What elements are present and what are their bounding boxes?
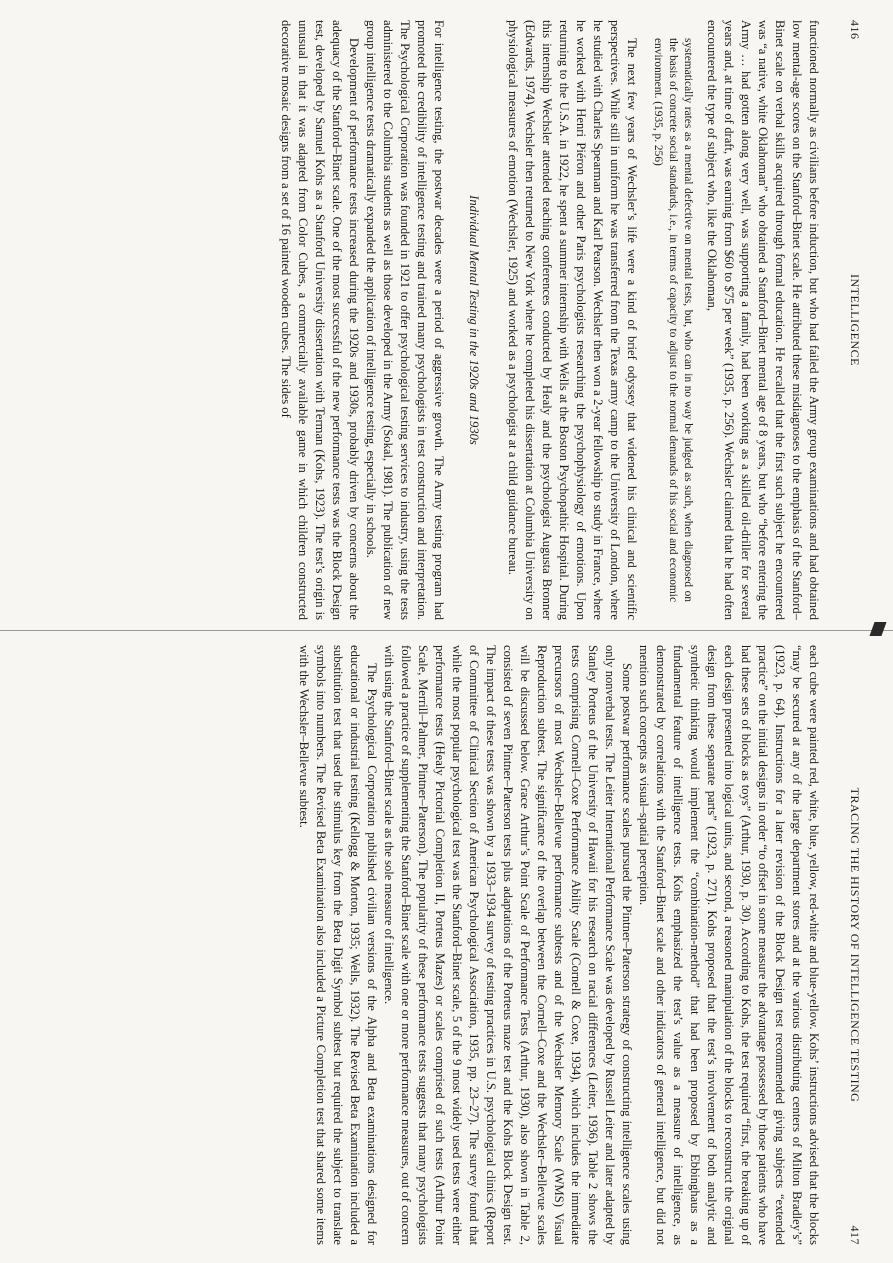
running-head: INTELLIGENCE: [848, 274, 862, 366]
page-417: [2, 645, 862, 1245]
page-body: [277, 20, 822, 620]
page-body: [295, 645, 822, 1245]
paragraph: Some postwar performance scales pursued the Pintner–Paterson strategy of constructing intelligence scales using only nonverbal tests. The Leiter International Performance Scale was developed by Russell Leiter and later adapted by Stanley Porteus of the University of Hawaii for his research on racial differences (Leiter, 1936). Table 2 shows the tests comprising Cornell–Coxe Performance Ability Scale (Cornell & Coxe, 1934), which includes the immediate precursors of most Wechsler–Bellevue performance subtests and of the Wechsler Memory Scale (WMS) Visual Reproduction subtest. The significance of the overlap between the Cornell–Coxe and the Wechsler–Bellevue scales will be discussed below. Grace Arthur’s Point Scale of Performance Tests (Arthur, 1930), also shown in Table 2, consisted of seven Pintner–Paterson tests plus adaptations of the Porteus maze test and the Kohs Block Design test. The impact of these tests was shown by a 1933–1934 survey of testing practices in U.S. psychological clinics (Report of Committee of Clinical Section of American Psychological Association, 1935, pp. 23–27). The survey found that while the most popular psychological test was the Stanford–Binet scale, 5 of the 9 most widely used tests were either performance tests (Healy Pictorial Completion II, Porteus Mazes) or scales comprised of such tests (Arthur Point Scale, Merrill–Palmer, Pintner–Paterson). The popularity of these performance tests suggests that many psychologists followed a practice of supplementing the Stanford–Binet scale with one or more performance measures, out of concern with using the Stanford–Binet scale as the sole measure of intelligence.: [382, 645, 634, 1245]
paragraph: For intelligence testing, the postwar decades were a period of aggressive growth. The Army testing program had promoted the credibility of intelligence testing and trained many psychologists in test construction and interpretation. The Psychological Corporation was founded in 1921 to offer psychological testing services to industry, using the tests administered to the Columbia students as well as those developed in the Army (Sokal, 1981). The publication of new group intelligence tests dramatically expanded the application of intelligence testing, especially in schools.: [364, 20, 446, 620]
page-header: [840, 20, 862, 620]
paragraph: each cube were painted red, white, blue, yellow, red-white and blue-yellow. Kohs’ instructions advised that the blocks “may be secured at any of the large department stores and at the various distributing centers of Milton Bradley’s” (1923, p. 64). Instructions for a later revision of the Block Design test recommended giving subjects “extended practice” on the initial designs in order “to offset in some measure the advantage possessed by those patients who have had these sets of blocks as toys” (Arthur, 1930, p. 30). According to Kohs, the test required “first, the breaking up of each design presented into logical units, and second, a reasoned manipulation of the blocks to reconstruct the original design from these separate parts” (1923, p. 271). Kohs proposed that the test’s involvement of both analytic and synthetic thinking would implement the “combination-method” that had been proposed by Ebbinghaus as a fundamental feature of intelligence tests. Kohs emphasized the test’s value as a measure of intelligence, as demonstrated by correlations with the Stanford–Binet scale and other indicators of general intelligence, but did not mention such concepts as visual–spatial perception.: [637, 645, 821, 1245]
paragraph: The next few years of Wechsler’s life were a kind of brief odyssey that widened his clinical and scientific perspectives. While still in uniform he was transferred from the Texas army camp to the University of London, where he studied with Charles Spearman and Karl Pearson. Wechsler then won a 2-year fellowship to study in France, where he worked with Henri Piéron and other Paris psychologists researching the psychophysiology of emotions. Upon returning to the U.S.A. in 1922, he spent a summer internship with Wells at the Boston Psychopathic Hospital. During this internship Wechsler attended teaching conferences conducted by Healy and the psychologist Augusta Bronner (Edwards, 1974). Wechsler then returned to New York where he completed his dissertation at Columbia University on physiological measures of emotion (Wechsler, 1925) and worked as a psychologist at a child guidance bureau.: [506, 20, 639, 620]
section-heading: Individual Mental Testing in the 1920s and 1930s: [467, 195, 481, 445]
page-number: 417: [848, 1225, 862, 1245]
page-number: 416: [848, 20, 862, 40]
page-fold-line: [0, 630, 893, 631]
page-416: [2, 20, 862, 620]
running-head: TRACING THE HISTORY OF INTELLIGENCE TESTING: [848, 787, 862, 1103]
paragraph: functioned normally as civilians before induction, but who had failed the Army group examinations and had obtained low mental-age scores on the Stanford–Binet scale. He attributed these misdiagnoses to the emphasis of the Stanford–Binet scale on verbal skills acquired through formal education. He recalled that the first such subject he encountered was “a native, white Oklahoman” who obtained a Stanford–Binet mental age of 8 years, but who “before entering the Army … had gotten along very well, was supporting a family, had been working as a skilled oil-driller for several years and, at time of draft, was earning from $60 to $75 per week” (1935, p. 256). Wechsler claimed that he had often encountered the type of subject who, like the Oklahoman,: [705, 20, 821, 620]
paragraph: Development of performance tests increased during the 1920s and 1930s, probably driven by concerns about the adequacy of the Stanford–Binet scale. One of the most successful of the new performance tests was the Block Design test, developed by Samuel Kohs as a Stanford University dissertation with Terman (Kohs, 1923). The test’s origin is unusual in that it was adapted from Color Cubes, a commercially available game in which children constructed decorative mosaic designs from a set of 16 painted wooden cubes. The sides of: [279, 20, 361, 620]
page-header: [840, 645, 862, 1245]
block-quote: systematically rates as a mental defective on mental tests, but, who can in no way be judged as such, when diagnosed on the basis of concrete social standards, i.e., in terms of capacity to adjust to the normal demands of his social and economic environment. (1935, p. 256): [652, 38, 694, 602]
paragraph: The Psychological Corporation published civilian versions of the Alpha and Beta examinations designed for educational or industrial testing (Kellogg & Morton, 1935; Wells, 1932). The Revised Beta Examination included a substitution test that used the stimulus key from the Beta Digit Symbol subtest but required the subject to translate symbols into numbers. The Revised Beta Examination also included a Picture Completion test that shared some items with the Wechsler–Bellevue subtest.: [297, 645, 379, 1245]
